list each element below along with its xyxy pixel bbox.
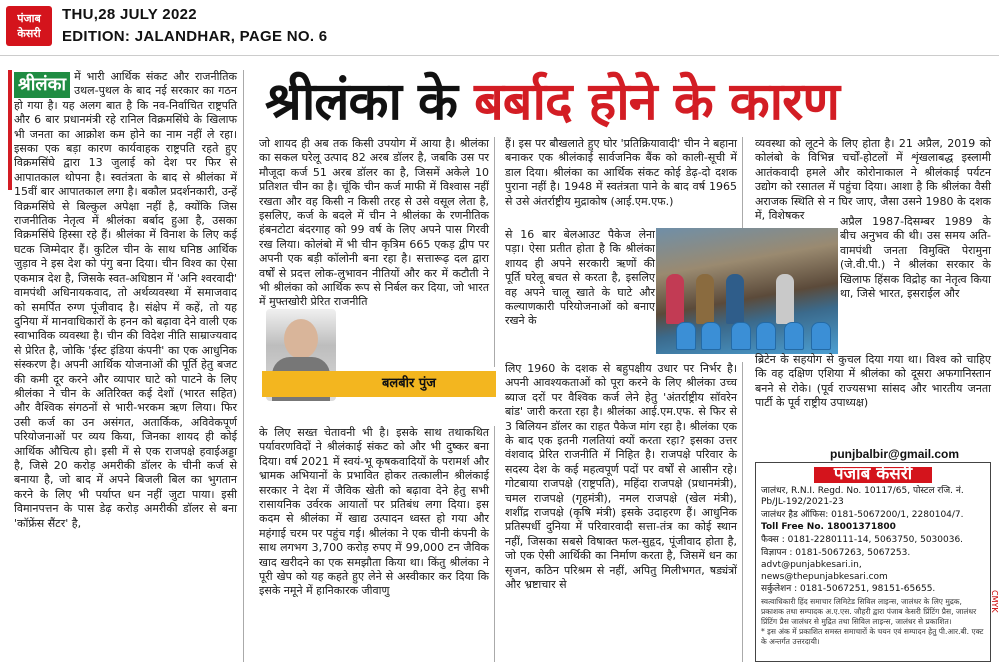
article-column-3-top: [505, 137, 743, 229]
column-4-right-text: अप्रैल 1987-दिसम्बर 1989 के बीच अनुभव की थी। उस समय अति-वामपंथी जनता विमुक्ति पेरामुना (जे.वी.पी.) ने श्रीलंका सरकार के खिलाफ हिंसक विद्रोह का नेतृत्व किया था, जिसे भारत, इसराईल और: [840, 215, 991, 301]
article-column-3-beside-photo: [505, 228, 655, 368]
author-email: punjbalbir@gmail.com: [830, 447, 960, 461]
column-4-text: व्यवस्था को लूटने के लिए होता है। 21 अप्रैल, 2019 को कोलंबो के विभिन्न चर्चों-होटलों में शृंखलाबद्ध इस्लामी आतंकवादी हमले और कोरोनाकाल ने श्रीलंकाई पर्यटन उद्योग को रसातल में पहुंचा दिया। आशा है कि श्रीलंका वैसी अराजक स्थिति से न घिर जाए, जैसा उसने 1980 के दशक में, विशेषकर: [755, 137, 991, 223]
logo-text: पंजाब केसरी: [17, 12, 41, 40]
headline-part2: बर्बाद होने के कारण: [474, 72, 840, 132]
dropcap-word: श्रीलंका: [14, 72, 70, 98]
column-4b-text: ब्रिटेन के सहयोग से कुचल दिया गया था। विश्व को चाहिए कि वह दक्षिण एशिया में श्रीलंका को दूसरा अफगानिस्तान बनने से रोके। (पूर्व राज्यसभा सांसद और भारतीय जनता पार्टी के पूर्व राष्ट्रीय उपाध्यक्ष): [755, 353, 991, 410]
imprint-line: जालंधर, R.N.I. Regd. No. 10117/65, पोस्टल रजि. नं. Pb/JL-192/2021-23: [761, 485, 964, 508]
imprint-line: स्वत्वाधिकारी हिंद समाचार लिमिटेड सिविल लाइन्स, जालंधर के लिए मुद्रक, प्रकाशक तथा सम्पादक अ.ए.एस. जौहरी द्वारा पंजाब केसरी प्रिंटिंग प्रैस, जालंधर प्रिंटिंग प्रैस जालंधर से मुद्रित तथा सिविल लाइन्स, जालंधर से प्रकाशित।: [761, 596, 977, 626]
article-column-2-bottom: [259, 426, 495, 662]
column-3b-text: लिए 1960 के दशक से बहुपक्षीय उधार पर निर्भर है। अपनी आवश्यकताओं को पूरा करने के लिए श्रीलंका उच्च ब्याज दरों पर वैश्विक कर्ज लेने हेतु 'अंतर्राष्ट्रीय सॉवरेन बांड' जारी करता रहा है। श्रीलंका आई.एम.एफ. से फिर से 3 बिलियन डॉलर का राहत पैकेज मांग रहा है। श्रीलंका एक के बाद एक इतनी गलतियां क्यों करता रहा? इसका उत्तर वंशवाद प्रेरित राजनीति में निहित है। राजपक्षे परिवार के सदस्य देश के कई महत्वपूर्ण पदों पर वर्षों से आसीन रहे। गोटबाया राजपक्षे (राष्ट्रपति), महिंदा राजपक्षे (प्रधानमंत्री), चमल राजपक्षे (गृहमंत्री), नमल राजपक्षे (खेल मंत्री), शशींद्र राजपक्षे (कृषि मंत्री) इसके उदाहरण हैं। आधुनिक प्रतिस्पर्धी दुनिया में परिवारवादी सत्ता-तंत्र का कोई स्थान नहीं, जिसका सबसे विषाक्त फल-सुहृद, पूंजीवाद होता है, जो एक ऐसी आर्थिकी का निर्माण करता है, जिसमें धन का सृजन, कठिन परिश्रम से नहीं, अपितु मिलीभगत, षड्यंत्रों और भ्रष्टाचार से: [505, 362, 737, 592]
imprint-line: जालंधर हैड ऑफिस: 0181-5067200/1, 2280104/7.: [761, 509, 964, 520]
imprint-box: [755, 462, 991, 662]
dropcap-accent: [8, 70, 12, 190]
imprint-line: * इस अंक में प्रकाशित समस्त समाचारों के चयन एवं सम्पादन हेतु पी.आर.बी. एक्ट के अन्तर्गत उत्तरदायी।: [761, 627, 984, 647]
imprint-line: Toll Free No. 18001371800: [761, 522, 896, 533]
imprint-line: विज्ञापन : 0181-5067263, 5067253.: [761, 547, 911, 558]
author-name: बलबीर पुंज: [262, 371, 496, 397]
article-column-3-bottom: [505, 362, 743, 662]
article-column-1: [14, 70, 244, 662]
column-2-text: जो शायद ही अब तक किसी उपयोग में आया है। श्रीलंका का सकल घरेलू उत्पाद 82 अरब डॉलर है, जबकि उस पर मौजूदा कर्ज 51 अरब डॉलर का है, जिसमें अकेले 10 प्रतिशत चीन का है। चूंकि चीन कर्ज माफी में विश्वास नहीं रखता और वह किसी न किसी तरह से उसे वसूल लेता है, इसलिए, कर्ज के बदले में चीन ने श्रीलंका के रणनीतिक हंबनटोटा बंदरगाह को 99 वर्ष के लिए अपने पास गिरवी रख लिया। कोलंबो में भी चीन कृत्रिम 665 एकड़ द्वीप पर अपनी एक बड़ी कॉलोनी बना रहा है। सत्तारूढ़ दल द्वारा वर्षों से प्रदत्त लोक-लुभावन नीतियों और कर में कटौती ने भी श्रीलंका को आर्थिक रूप से निर्बल कर दिया, जो भारत में मुफ्तखोरी प्रेरित राजनीति: [259, 137, 489, 309]
imprint-line: advt@punjabkesari.in, news@thepunjabkesari.com: [761, 560, 888, 582]
article-column-4-top: [755, 137, 991, 223]
author-block: [262, 305, 496, 425]
edition-info: EDITION: JALANDHAR, PAGE NO. 6: [62, 28, 328, 45]
article-column-4-beside-photo: [840, 215, 991, 353]
news-photo: [656, 228, 838, 354]
column-3-text: हैं। इस पर बौखलाते हुए घोर 'प्रतिक्रियावादी' चीन ने बहाना बनाकर एक श्रीलंकाई सार्वजनिक बैंक को काली-सूची में डाल दिया। श्रीलंका का आर्थिक संकट कोई डेढ़-दो दशक पुराना नहीं है। 1948 में स्वतंत्रता पाने के बाद वर्ष 1965 से उसे अंतर्राष्ट्रीय मुद्राकोष (आई.एम.एफ.): [505, 137, 737, 208]
edition-date: THU,28 JULY 2022: [62, 6, 197, 23]
article-headline: [265, 64, 995, 134]
column-1-text: में भारी आर्थिक संकट और राजनीतिक उथल-पुथल के बाद नई सरकार का गठन हो गया है। यह अलग बात है कि नव-निर्वाचित राष्ट्रपति और 6 बार प्रधानमंत्री रहे रानिल विक्रमसिंघे के खिलाफ भी जनता का आक्रोश कम होने का नाम नहीं ले रहा। इसका एक बड़ा कारण कार्यवाहक राष्ट्रपति रहते हुए विक्रमसिंघे द्वारा 13 जुलाई को देश पर फिर से आपातकाल थोपना है। स्वतंत्रता के बाद से श्रीलंका में 15वीं बार आपातकाल लगा है। बकौल प्रदर्शनकारी, उन्हें विक्रमसिंघे से बिल्कुल अपेक्षा नहीं है, क्योंकि जिस राजनीतिक नेतृत्व में श्रीलंका बर्बाद हुआ है, उसका विक्रमसिंघे हिस्सा रहे हैं। श्रीलंका में विनाश के लिए कई घटक जिम्मेदार हैं। कुटिल चीन के साथ घनिष्ठ आर्थिक जुड़ाव ने इस देश को पंगु बना दिया। चीन विश्व का ऐसा एकमात्र देश है, जिसके स्वत-अधिष्ठान में 'अनि श्वरवादी' वामपंथी अधिनायकवाद, तो अर्थव्यवस्था में समाजवाद को समर्पित रुग्ण पूंजीवाद है। संक्षेप में कहें, तो यह दुनिया में मानवाधिकारों के हनन को बढ़ावा देने वाली एक स्वाभाविक व्यवस्था है। चीन की विदेश नीति साम्राज्यवाद से प्रेरित है, जोकि 'ईस्ट इंडिया कंपनी' का एक आधुनिक संस्करण है। अपनी आर्थिक योजनाओं की पूर्ति हेतु बजट की कमी दूर करने और व्यापार घाटे को पाटने के लिए श्रीलंका ने चीन के अतिरिक्त कई देशों (भारत सहित) और वैश्विक संगठनों से भारी-भरकम ऋण लिया। फिर उसी कर्ज का उन असंगत, अतार्किक, अविवेकपूर्ण परियोजनाओं पर व्यय किया, जिनका शायद ही कोई आर्थिक औचित्य हो। इसी में से एक राजपक्षे हवाईअड्डा है, जिसे 20 करोड़ अमरीकी डॉलर के चीनी कर्ज से बनाया है, जो बाद में अपने बिजली बिल का भुगतान करने के लिए भी पर्याप्त धन नहीं जुटा पाया। इसी विमानपत्तन के पास डेढ़ करोड़ अमरीकी डॉलर से बना 'कॉफ्रेंस सैंटर' है,: [14, 70, 237, 530]
column-2b-text: के लिए सख्त चेतावनी भी है। इसके साथ तथाकथित पर्यावरणविदों ने श्रीलंकाई संकट को और भी दुष्कर बना दिया। वर्ष 2021 में स्वयं-भू कृषकवादियों के परामर्श और भ्रामक अभियानों के प्रभावित होकर तत्कालीन श्रीलंकाई सरकार ने देश में जैविक खेती को बढ़ावा देने हेतु सभी रासायनिक उर्वरक आयातों पर प्रतिबंध लगा दिया। इस कदम से श्रीलंका में खाद्य उत्पादन ध्वस्त हो गया और महंगाई चरम पर पहुंच गई। श्रीलंका ने एक चीनी कंपनी के साथ लगभग 3,700 करोड़ रुपए में 99,000 टन जैविक खाद खरीदने का एक समझौता किया था। किंतु श्रीलंका ने पूरी खेप को यह कहते हुए लेने से अस्वीकार कर दिया कि इसके नमूने में हानिकारक जीवाणु: [259, 426, 489, 598]
headline-part1: श्रीलंका के: [265, 72, 475, 132]
newspaper-logo: [6, 6, 52, 46]
article-column-4-bottom: [755, 353, 991, 448]
masthead-bar: [0, 0, 999, 56]
imprint-logo: पंजाब केसरी: [814, 467, 932, 483]
imprint-line: फैक्स : 0181-2280111-14, 5063750, 5030036.: [761, 534, 964, 545]
color-strip: CMYK: [990, 590, 999, 613]
column-3-left-text: से 16 बार बेलआउट पैकेज लेना पड़ा। ऐसा प्रतीत होता है कि श्रीलंका शायद ही अपने सरकारी ऋणों की पूर्ति घरेलू बचत से करता है, इसलिए वह अपने चालू खाते के घाटे और कल्याणकारी परियोजनाओं को बनाए रखने के: [505, 228, 655, 328]
imprint-line: सर्कुलेशन : 0181-5067251, 98151-65655.: [761, 584, 936, 595]
